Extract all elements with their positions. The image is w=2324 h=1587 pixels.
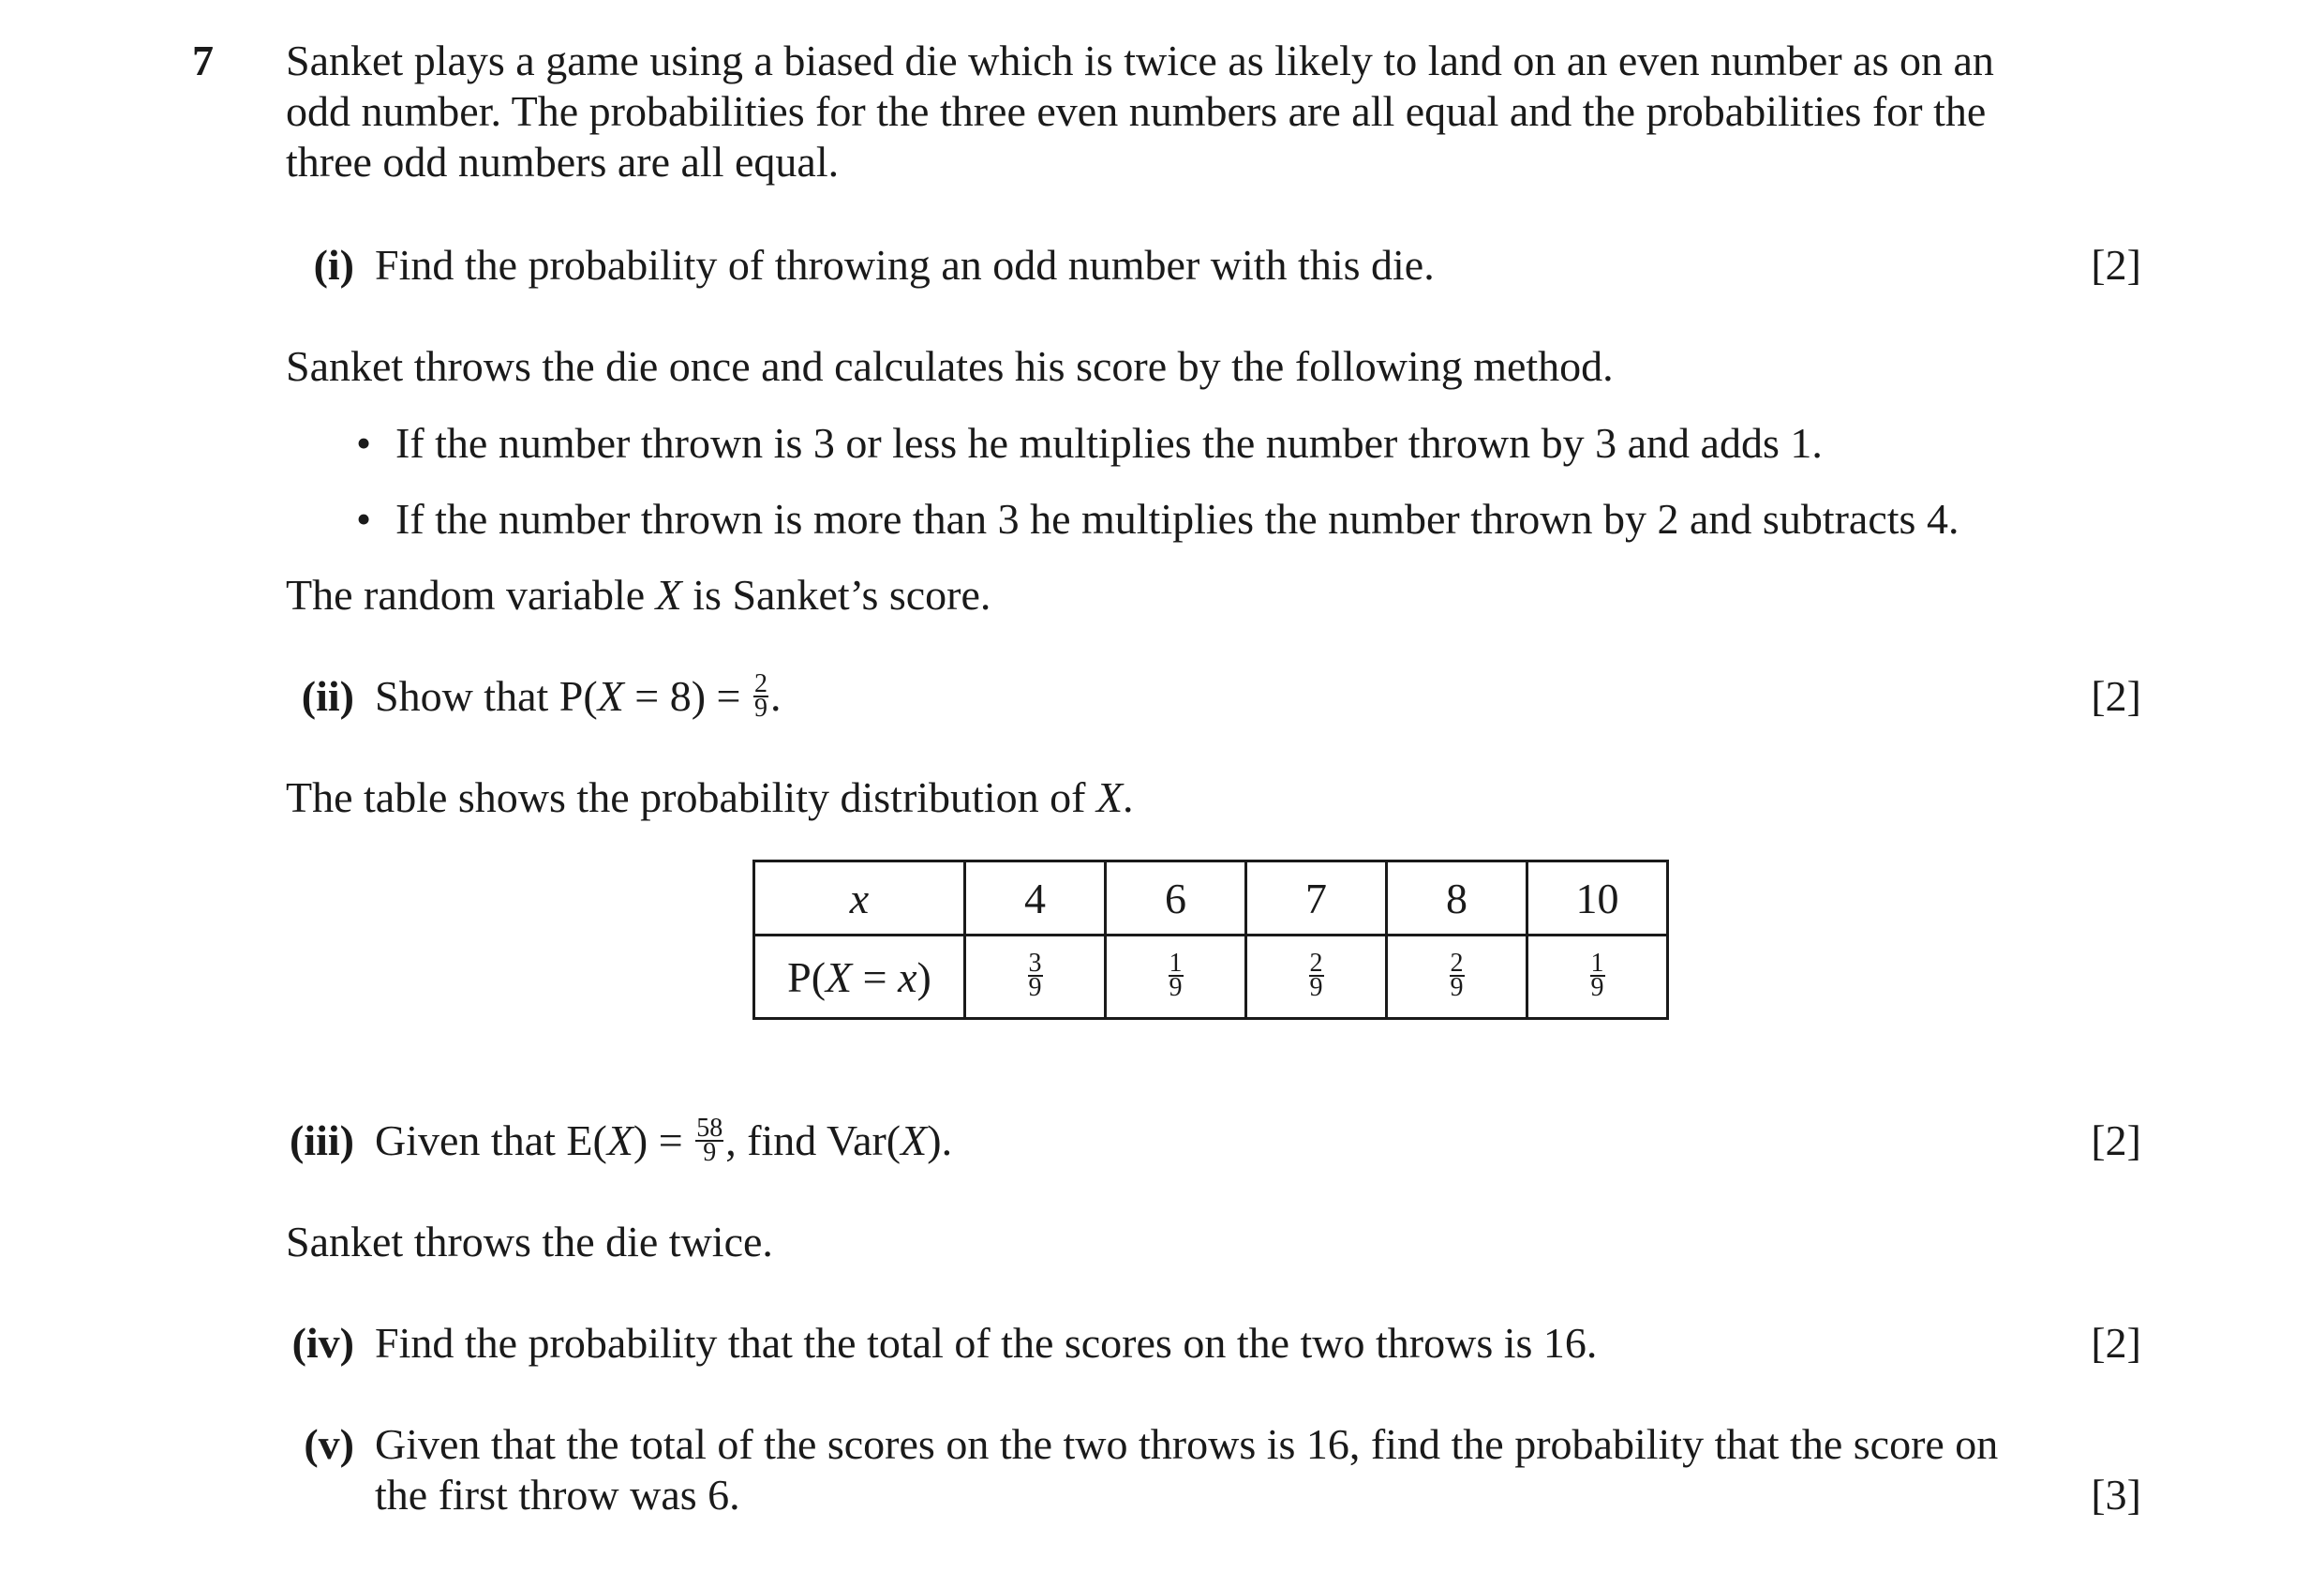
part-iv-text: Find the probability that the total of the scores on the two throws is 16. [375,1319,1598,1367]
prob-den: 9 [1450,973,1464,1003]
part-iii-frac-num: 58 [696,1114,723,1144]
part-iii-label: (iii) [290,1116,354,1164]
intro-line-2-text: odd number. The probabilities for the three even numbers are all equal and the probabilities for the [286,87,1987,135]
table-x-value: 10 [1527,861,1668,936]
method-intro [286,341,2141,392]
twice-intro [286,1217,2141,1267]
probability-fraction [1169,949,1184,1003]
part-ii-marks: [2] [2091,672,2141,720]
part-ii-var: X [597,672,624,720]
table-probability-cell [1527,936,1668,1019]
table-probability-cell [965,936,1106,1019]
prob-header-post: ) [916,952,931,1001]
part-iii-text [375,1115,2141,1168]
rv-post: is Sanket’s score. [681,571,991,619]
prob-num: 2 [1309,949,1323,979]
bullet-1-text: If the number thrown is 3 or less he multiplies the number thrown by 3 and adds 1. [395,419,1823,467]
table-probability-cell [1106,936,1246,1019]
table-intro-pre: The table shows the probability distribution of [286,773,1096,821]
part-v-marks: [3] [2091,1471,2141,1519]
part-i-label: (i) [313,241,354,289]
prob-den: 9 [1590,973,1604,1003]
method-intro-text: Sanket throws the die once and calculates his score by the following method. [286,342,1614,390]
prob-header-pre: P( [787,952,827,1001]
intro-line-3-text: three odd numbers are all equal. [286,138,840,186]
part-iv-label: (iv) [291,1319,354,1367]
part-i-text: Find the probability of throwing an odd number with this die. [375,241,1435,289]
part-ii-fraction [753,669,768,724]
part-v-text-line1: Given that the total of the scores on the two throws is 16, find the probability that the score on [375,1420,1999,1468]
table-row-probability [754,936,1668,1019]
part-iii-frac-den: 9 [703,1138,717,1168]
prob-header-var2: x [898,952,917,1001]
part-iii-var: X [606,1116,633,1164]
part-ii-mid: = 8) = [623,672,752,720]
prob-den: 9 [1028,973,1042,1003]
intro-line-1-text: Sanket plays a game using a biased die which is twice as likely to land on an even number as on an [286,37,1994,84]
question-number: 7 [192,37,214,84]
part-ii-frac-num: 2 [754,669,767,699]
part-iv-marks: [2] [2091,1319,2141,1367]
rv-var: X [655,571,682,619]
part-ii-label: (ii) [301,672,354,720]
table-probability-cell [1387,936,1527,1019]
table-x-value: 6 [1106,861,1246,936]
part-iii-mid: ) = [633,1116,694,1164]
prob-den: 9 [1169,973,1183,1003]
probability-fraction [1028,949,1043,1003]
part-iii-mid2: , find Var( [725,1116,901,1164]
prob-num: 1 [1590,949,1604,979]
table-x-value: 4 [965,861,1106,936]
table-row-x [754,861,1668,936]
table-header-probability [754,936,965,1019]
part-iii-marks: [2] [2091,1116,2141,1164]
prob-header-mid: = [852,952,899,1001]
bullet-dot-icon: • [356,495,372,543]
random-variable-statement [286,570,2141,621]
prob-header-var: X [826,952,853,1001]
part-ii-post: . [770,672,782,720]
part-ii-pre: Show that P( [375,672,598,720]
part-iii-var2: X [901,1116,928,1164]
prob-num: 2 [1450,949,1464,979]
part-v-label: (v) [304,1420,354,1468]
table-x-value: 8 [1387,861,1527,936]
bullet-2-text: If the number thrown is more than 3 he multiplies the number thrown by 2 and subtracts 4. [395,495,1959,543]
probability-fraction [1309,949,1324,1003]
table-intro-post: . [1123,773,1134,821]
table-intro [286,772,2141,823]
rv-pre: The random variable [286,571,656,619]
intro-line-1 [286,36,2141,86]
part-ii-text [375,671,2141,724]
part-iii-pre: Given that E( [375,1116,607,1164]
part-iii-post: ). [927,1116,953,1164]
bullet-dot-icon: • [356,419,372,467]
intro-line-2 [286,86,2141,137]
twice-intro-text: Sanket throws the die twice. [286,1218,773,1265]
probability-distribution-table [752,860,1669,1020]
part-v-text-line2: the first throw was 6. [375,1471,740,1519]
part-i-marks: [2] [2091,241,2141,289]
table-x-value: 7 [1246,861,1387,936]
prob-den: 9 [1309,973,1323,1003]
probability-fraction [1590,949,1605,1003]
prob-num: 1 [1169,949,1183,979]
probability-fraction [1450,949,1465,1003]
part-ii-frac-den: 9 [754,694,767,724]
prob-num: 3 [1028,949,1042,979]
table-intro-var: X [1095,773,1124,821]
part-iii-fraction [695,1114,723,1168]
intro-line-3 [286,137,2141,187]
table-header-x: x [754,861,965,936]
table-probability-cell [1246,936,1387,1019]
